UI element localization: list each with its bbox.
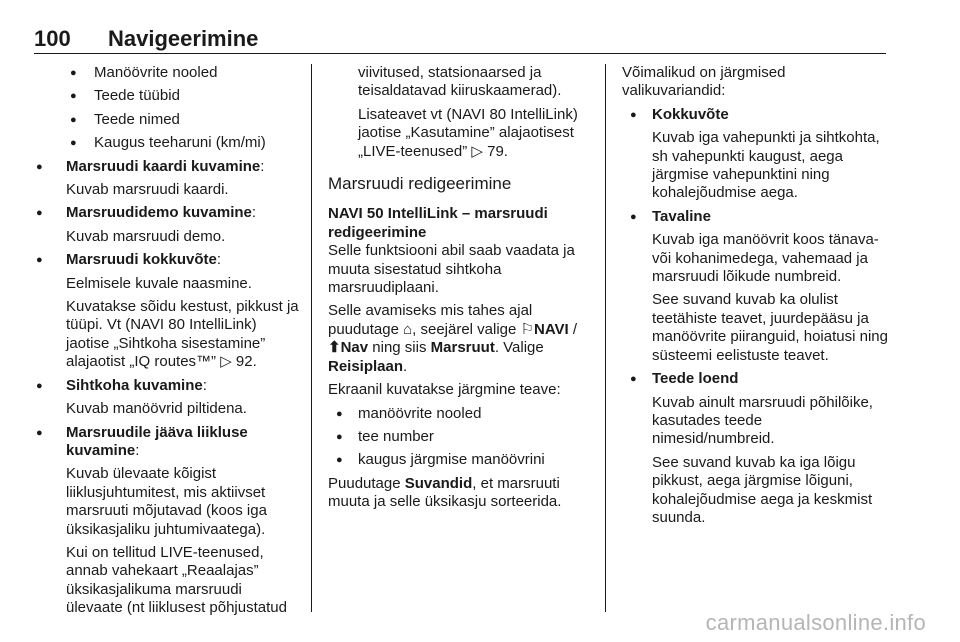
list-item: ● Manöövrite nooled xyxy=(34,64,300,82)
list-item: ● Marsruudile jääva liikluse kuvamine: xyxy=(34,424,300,461)
list-item xyxy=(622,370,888,388)
paragraph: Selle avamiseks mis tahes ajal puudutage ⌂, seejärel valige ⚐NAVI / ⬆Nav ning siis Marsruut. Valige Reisiplaan. xyxy=(328,302,578,375)
list-item: ● Teede tüübid xyxy=(34,87,300,105)
section-heading: Marsruudi redigeerimine xyxy=(328,174,512,194)
paragraph: Kuvab marsruudi demo. xyxy=(66,227,226,245)
item-title: Marsruudile jääva liikluse kuvamine xyxy=(66,423,248,459)
paragraph: Kuvatakse sõidu kestust, pikkust ja tüüpi. Vt (NAVI 80 IntelliLink) jaotise „Sihtkoha sisestamine” alajaotist „IQ routes™” ▷ 92. xyxy=(66,298,299,371)
item-title: Tavaline xyxy=(652,207,711,225)
paragraph: Kuvab ainult marsruudi põhilõike, kasutades teede nimesid/numbreid. xyxy=(652,393,873,448)
column-divider xyxy=(311,64,312,612)
paragraph: Kuvab manöövrid piltidena. xyxy=(66,400,247,418)
page-header xyxy=(34,26,886,54)
paragraph: Kuvab marsruudi kaardi. xyxy=(66,181,229,199)
item-title: Kokkuvõte xyxy=(652,105,729,123)
paragraph: Lisateavet vt (NAVI 80 IntelliLink) jaotise „Kasutamine” alajaotisest „LIVE-teenused” ▷ 79. xyxy=(358,105,578,160)
column-2 xyxy=(328,64,594,517)
item-title: Teede loend xyxy=(652,370,739,388)
marsruut-label: Marsruut xyxy=(430,339,495,357)
reisiplaan-label: Reisiplaan xyxy=(328,357,404,375)
paragraph: Kui on tellitud LIVE-teenused, annab vahekaart „Reaalajas” üksikasjalikuma marsruudi ülevaate (nt liiklusest põhjustatud xyxy=(66,543,287,617)
section-title: Navigeerimine xyxy=(108,26,259,51)
paragraph: Ekraanil kuvatakse järgmine teave: xyxy=(328,381,561,399)
subheading: NAVI 50 IntelliLink – marsruudi redigeerimine xyxy=(328,205,548,241)
paragraph: viivitused, statsionaarsed ja teisaldatavad kiiruskaamerad). xyxy=(358,64,562,100)
column-3 xyxy=(622,64,888,532)
navi-label: NAVI xyxy=(534,320,569,338)
list-item xyxy=(622,208,888,226)
item-title: Marsruudi kokkuvõte xyxy=(66,251,217,269)
list-item: ● Kaugus teeharuni (km/mi) xyxy=(34,134,300,152)
paragraph: Puudutage Suvandid, et marsruuti muuta ja selle üksikasju sorteerida. xyxy=(328,474,562,511)
paragraph: See suvand kuvab ka iga lõigu pikkust, aega järgmise lõiguni, kohalejõudmise aega ja keskmist suunda. xyxy=(652,453,873,526)
paragraph: Kuvab iga vahepunkti ja sihtkohta, sh vahepunkti kaugust, aega järgmise vahepunktini ning kohalejõudmise aega. xyxy=(652,129,880,202)
nav-label: Nav xyxy=(340,339,369,357)
list-item: ● tee number xyxy=(328,428,594,446)
paragraph: Võimalikud on järgmised valikuvariandid: xyxy=(622,64,786,100)
list-item: ● Marsruudi kaardi kuvamine: xyxy=(34,158,300,176)
list-item xyxy=(622,106,888,124)
paragraph: Kuvab ülevaate kõigist liiklusjuhtumitest, mis aktiivset marsruuti mõjutavad (koos iga üksikasjaliku juhtumivaatega). xyxy=(66,465,267,538)
column-1 xyxy=(34,64,300,623)
list-item: ● manöövrite nooled xyxy=(328,405,594,423)
list-item: ● Marsruudi kokkuvõte: xyxy=(34,251,300,269)
item-title: Marsruudi kaardi kuvamine xyxy=(66,157,261,175)
page-number: 100 xyxy=(34,26,71,51)
list-item: ● kaugus järgmise manöövrini xyxy=(328,451,594,469)
list-item: ● Marsruudidemo kuvamine: xyxy=(34,204,300,222)
paragraph: Kuvab iga manöövrit koos tänava- või kohanimedega, vahemaad ja marsruudi lõikude numbreid. xyxy=(652,231,879,286)
item-title: Marsruudidemo kuvamine xyxy=(66,204,252,222)
list-item: ● Teede nimed xyxy=(34,111,300,129)
column-divider xyxy=(605,64,606,612)
home-icon: ⌂ xyxy=(403,320,413,338)
list-item: ● Sihtkoha kuvamine: xyxy=(34,377,300,395)
paragraph: See suvand kuvab ka olulist teetähiste teavet, juurdepääsu ja manöövrite piiranguid, hoiatusi ning süsteemi eelistuste teavet. xyxy=(652,291,888,364)
paragraph: Eelmisele kuvale naasmine. xyxy=(66,274,252,292)
paragraph: Selle funktsiooni abil saab vaadata ja muuta sisestatud sihtkoha marsruudiplaani. xyxy=(328,242,575,297)
suvandid-label: Suvandid xyxy=(404,474,473,492)
watermark: carmanualsonline.info xyxy=(705,610,926,635)
nav-arrow-icon: ⬆ xyxy=(328,339,341,357)
flag-icon: ⚐ xyxy=(520,320,534,338)
item-title: Sihtkoha kuvamine xyxy=(66,376,203,394)
